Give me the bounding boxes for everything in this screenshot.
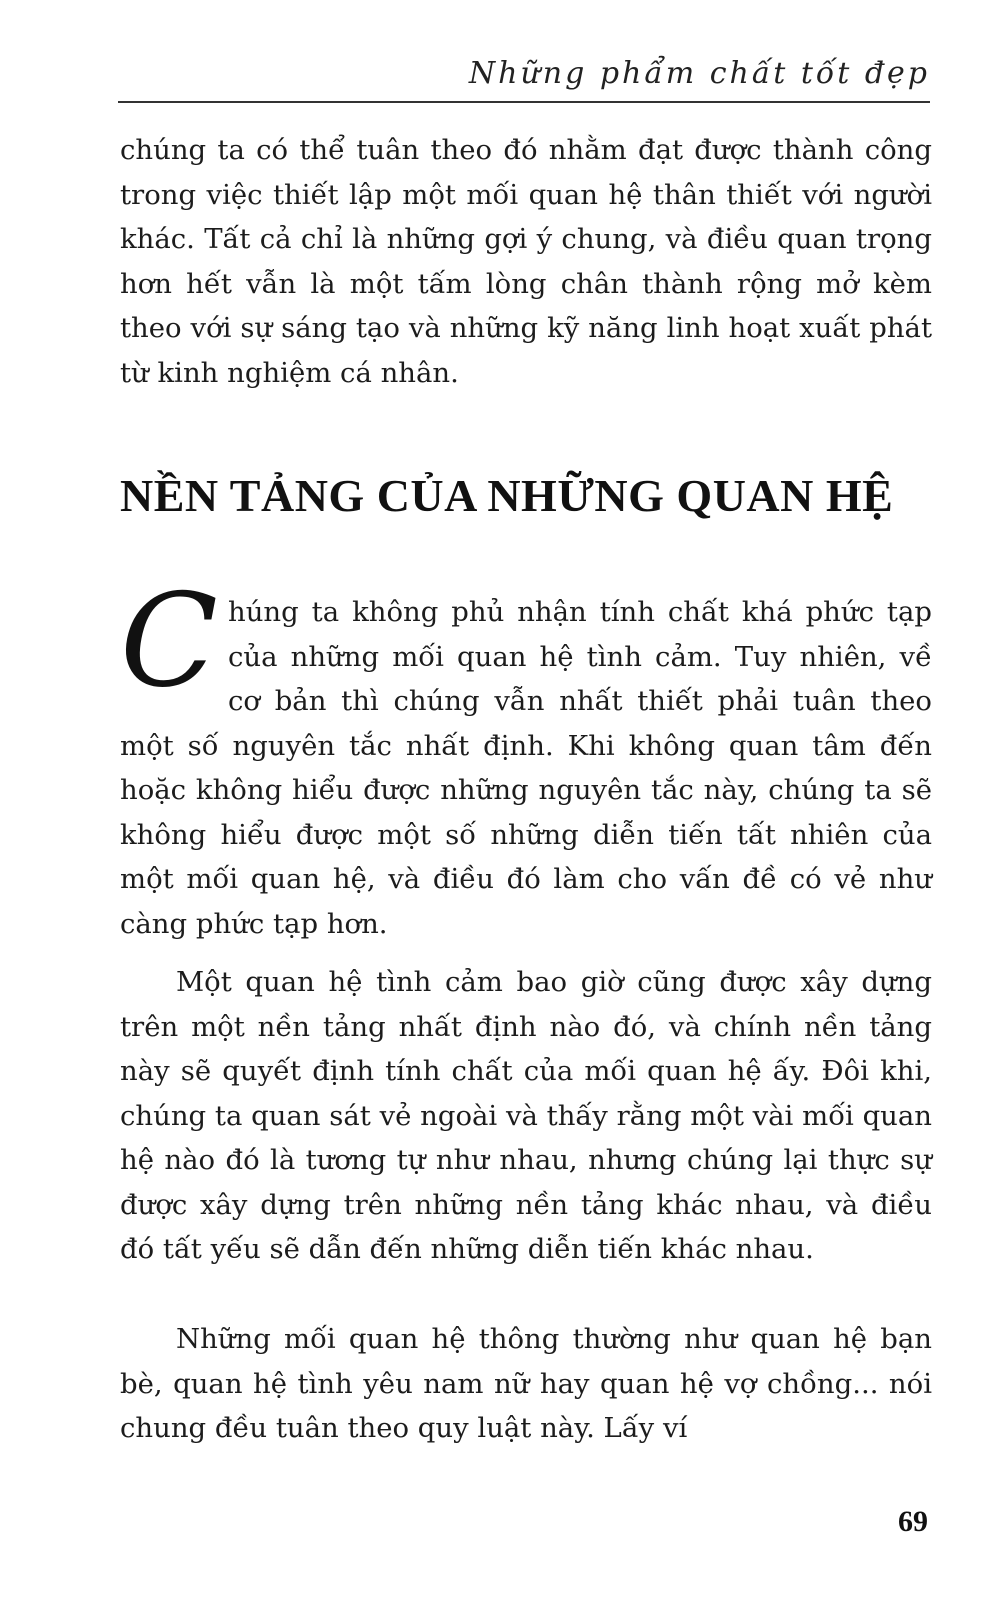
- section-paragraph-2: Một quan hệ tình cảm bao giờ cũng được xây dựng trên một nền tảng nhất định nào đó, và chính nền tảng này sẽ quyết định tính chất của mối quan hệ ấy. Đôi khi, chúng ta quan sát vẻ ngoài và thấy rằng một vài mối quan hệ nào đó là tương tự như nhau, nhưng chúng lại thực sự được xây dựng trên những nền tảng khác nhau, và điều đó tất yếu sẽ dẫn đến những diễn tiến khác nhau.: [120, 966, 932, 1265]
- page-number: 69: [898, 1505, 928, 1538]
- drop-cap: C: [120, 567, 218, 716]
- running-header: Những phẩm chất tốt đẹp: [468, 56, 930, 91]
- section-paragraph-3: Những mối quan hệ thông thường như quan hệ bạn bè, quan hệ tình yêu nam nữ hay quan hệ vợ chồng... nói chung đều tuân theo quy luật này. Lấy ví: [120, 1323, 932, 1444]
- intro-paragraph: chúng ta có thể tuân theo đó nhằm đạt được thành công trong việc thiết lập một mối quan hệ thân thiết với người khác. Tất cả chỉ là những gợi ý chung, và điều quan trọng hơn hết vẫn là một tấm lòng chân thành rộng mở kèm theo với sự sáng tạo và những kỹ năng linh hoạt xuất phát từ kinh nghiệm cá nhân.: [120, 134, 932, 389]
- paragraph-1-text: húng ta không phủ nhận tính chất khá phức tạp của những mối quan hệ tình cảm. Tuy nhiên, về cơ bản thì chúng vẫn nhất thiết phải tuân theo một số nguyên tắc nhất định. Khi không quan tâm đến hoặc không hiểu được những nguyên tắc này, chúng ta sẽ không hiểu được một số những diễn tiến tất nhiên của một mối quan hệ, và điều đó làm cho vấn đề có vẻ như càng phức tạp hơn.: [120, 596, 932, 940]
- header-divider: [118, 101, 930, 103]
- section-paragraph-1: [120, 567, 932, 946]
- section-title: NỀN TẢNG CỦA NHỮNG QUAN HỆ: [120, 470, 894, 521]
